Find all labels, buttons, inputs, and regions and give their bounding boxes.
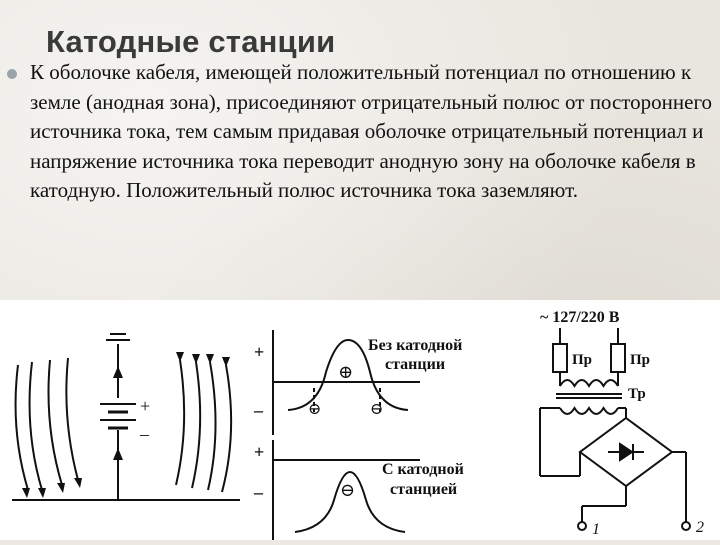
field-line bbox=[16, 365, 28, 490]
arrowhead-icon bbox=[74, 478, 82, 488]
axis-minus-label: – bbox=[254, 482, 263, 502]
arrowhead-icon bbox=[113, 448, 123, 460]
negative-charge-icon: ⊖ bbox=[308, 401, 322, 418]
arrowhead-icon bbox=[176, 352, 184, 362]
arrowhead-icon bbox=[222, 357, 230, 367]
transformer-secondary-icon bbox=[560, 408, 618, 414]
fuse2-label: Пр bbox=[630, 352, 651, 368]
field-lines-diagram bbox=[12, 334, 240, 500]
arrowhead-icon bbox=[22, 488, 30, 498]
field-line bbox=[176, 360, 184, 485]
terminal-icon bbox=[682, 522, 690, 530]
field-line bbox=[222, 365, 231, 492]
without-station-label-line1: Без катодной bbox=[368, 337, 463, 354]
battery-minus-label: – bbox=[140, 424, 149, 444]
negative-charge-icon: ⊖ bbox=[340, 480, 356, 500]
field-line bbox=[66, 358, 78, 480]
supply-voltage-label: ~ 127/220 В bbox=[540, 309, 620, 326]
field-line bbox=[208, 362, 216, 490]
arrowhead-icon bbox=[38, 488, 46, 498]
without-station-label-line2: станции bbox=[385, 356, 446, 373]
with-station-label-line2: станцией bbox=[390, 481, 458, 498]
terminal-2-label: 2 bbox=[696, 519, 704, 536]
arrowhead-icon bbox=[113, 366, 123, 378]
fuse-icon bbox=[553, 344, 567, 372]
negative-charge-icon: ⊖ bbox=[370, 401, 384, 418]
bullet-icon bbox=[7, 69, 17, 79]
field-arrowheads bbox=[22, 352, 230, 498]
transformer-primary-icon bbox=[560, 380, 618, 386]
terminal-icon bbox=[578, 522, 586, 530]
diode-icon bbox=[608, 444, 644, 460]
fuse1-label: Пр bbox=[572, 352, 593, 368]
field-line bbox=[192, 362, 200, 488]
positive-charge-icon: ⊕ bbox=[338, 362, 354, 382]
axis-plus-label: + bbox=[254, 342, 265, 362]
cathodic-station-figure bbox=[0, 300, 720, 540]
terminal-1-label: 1 bbox=[592, 521, 600, 538]
arrowhead-icon bbox=[57, 483, 65, 493]
figure-panel bbox=[0, 300, 720, 540]
arrowhead-icon bbox=[192, 354, 200, 364]
transformer-label: Тр bbox=[628, 386, 646, 402]
battery-plus-label: + bbox=[140, 396, 151, 416]
field-line bbox=[49, 360, 63, 485]
slide-body-text: К оболочке кабеля, имеющей положительный потенциал по отношению к земле (анодная зона), присоединяют отрицательный полюс от постороннего источника тока, тем самым придавая оболочке отрицательный потенциал и напряжение источника тока переводит анодную зону на оболочке кабеля в катодную. Положительный полюс источника тока заземляют. bbox=[30, 60, 713, 202]
circuit-schematic bbox=[540, 328, 690, 530]
arrowhead-icon bbox=[206, 354, 214, 364]
fuse-icon bbox=[611, 344, 625, 372]
axis-plus-label: + bbox=[254, 442, 265, 462]
with-station-label-line1: С катодной bbox=[382, 461, 464, 478]
slide-title: Катодные станции bbox=[46, 24, 336, 59]
axis-minus-label: – bbox=[254, 400, 263, 420]
field-line bbox=[30, 362, 42, 490]
